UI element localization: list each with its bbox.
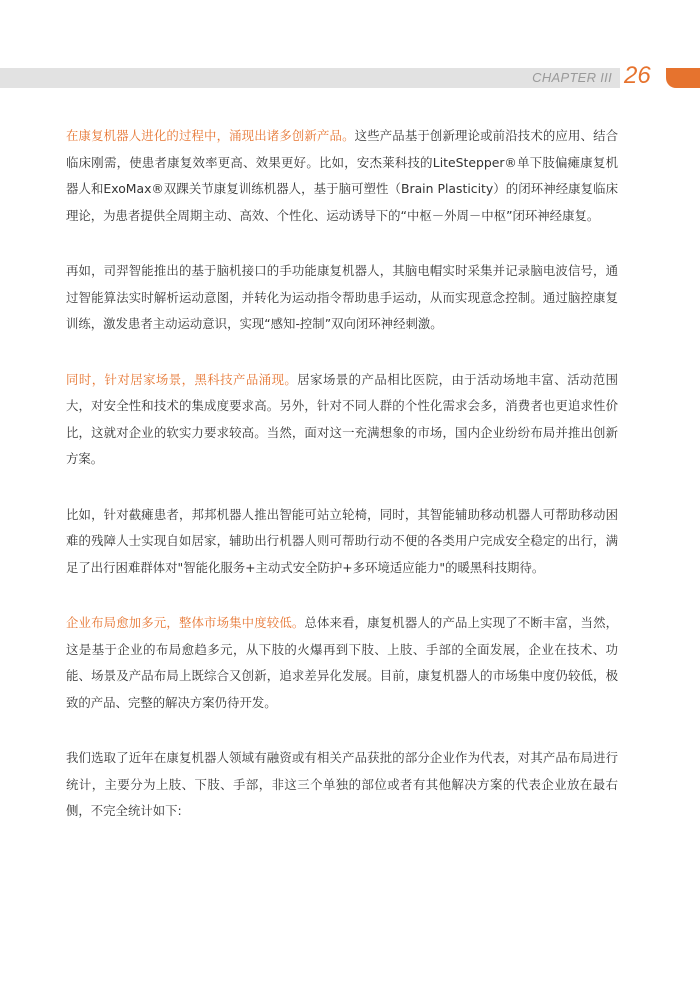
corner-tab	[666, 68, 700, 88]
paragraph-home-scenario	[66, 367, 618, 473]
paragraph-lead: 企业布局愈加多元，整体市场集中度较低。	[66, 615, 305, 630]
page-number: 26	[624, 62, 651, 89]
paragraph-text: 总体来看，康复机器人的产品上实现了不断丰富，当然，这是基于企业的布局愈趋多元，从下肢的火爆再到下肢、上肢、手部的全面发展，企业在技术、功能、场景及产品布局上既综合又创新，追求差异化发展。目前，康复机器人的市场集中度仍较低，极致的产品、完整的解决方案仍待开发。	[66, 615, 619, 710]
paragraph-lead: 同时，针对居家场景，黑科技产品涌现。	[66, 371, 298, 387]
paragraph-bci-example	[66, 258, 618, 338]
paragraph-text: 这些产品基于创新理论或前沿技术的应用、结合临床刚需，使患者康复效率更高、效果更好。比如，安杰莱科技的LiteStepper®单下肢偏瘫康复机器人和ExoMax®双踝关节康复训练机器人，基于脑可塑性（Brain Plasticity）的闭环神经康复临床理论，为患者提供全周期主动、高效、个性化、运动诱导下的“中枢－外周－中枢”闭环神经康复。	[66, 128, 619, 223]
paragraph-innovation	[66, 123, 618, 229]
paragraph-text: 再如，司羿智能推出的基于脑机接口的手功能康复机器人，其脑电帽实时采集并记录脑电波信号，通过智能算法实时解析运动意图，并转化为运动指令帮助患手运动，从而实现意念控制。通过脑控康复训练，激发患者主动运动意识，实现“感知-控制”双向闭环神经刺激。	[66, 263, 618, 331]
paragraph-lead: 在康复机器人进化的过程中，涌现出诸多创新产品。	[66, 128, 355, 143]
chapter-label: CHAPTER III	[532, 70, 612, 85]
paragraph-statistics-intro	[66, 745, 618, 825]
paragraph-market-layout	[66, 610, 618, 716]
paragraph-text: 居家场景的产品相比医院，由于活动场地丰富、活动范围大，对安全性和技术的集成度要求高。另外，针对不同人群的个性化需求会多，消费者也更追求性价比，这就对企业的软实力要求较高。当然，面对这一充满想象的市场，国内企业纷纷布局并推出创新方案。	[66, 371, 619, 466]
paragraph-text: 比如，针对截瘫患者，邦邦机器人推出智能可站立轮椅，同时，其智能辅助移动机器人可帮助移动困难的残障人士实现自如居家，辅助出行机器人则可帮助行动不便的各类用户完成安全稳定的出行，满足了出行困难群体对"智能化服务+主动式安全防护+多环境适应能力"的暖黑科技期待。	[66, 506, 618, 575]
article-body	[66, 123, 618, 854]
paragraph-text: 我们选取了近年在康复机器人领域有融资或有相关产品获批的部分企业作为代表，对其产品布局进行统计，主要分为上肢、下肢、手部，非这三个单独的部位或者有其他解决方案的代表企业放在最右侧，不完全统计如下:	[66, 750, 618, 818]
paragraph-wheelchair-example	[66, 502, 618, 582]
